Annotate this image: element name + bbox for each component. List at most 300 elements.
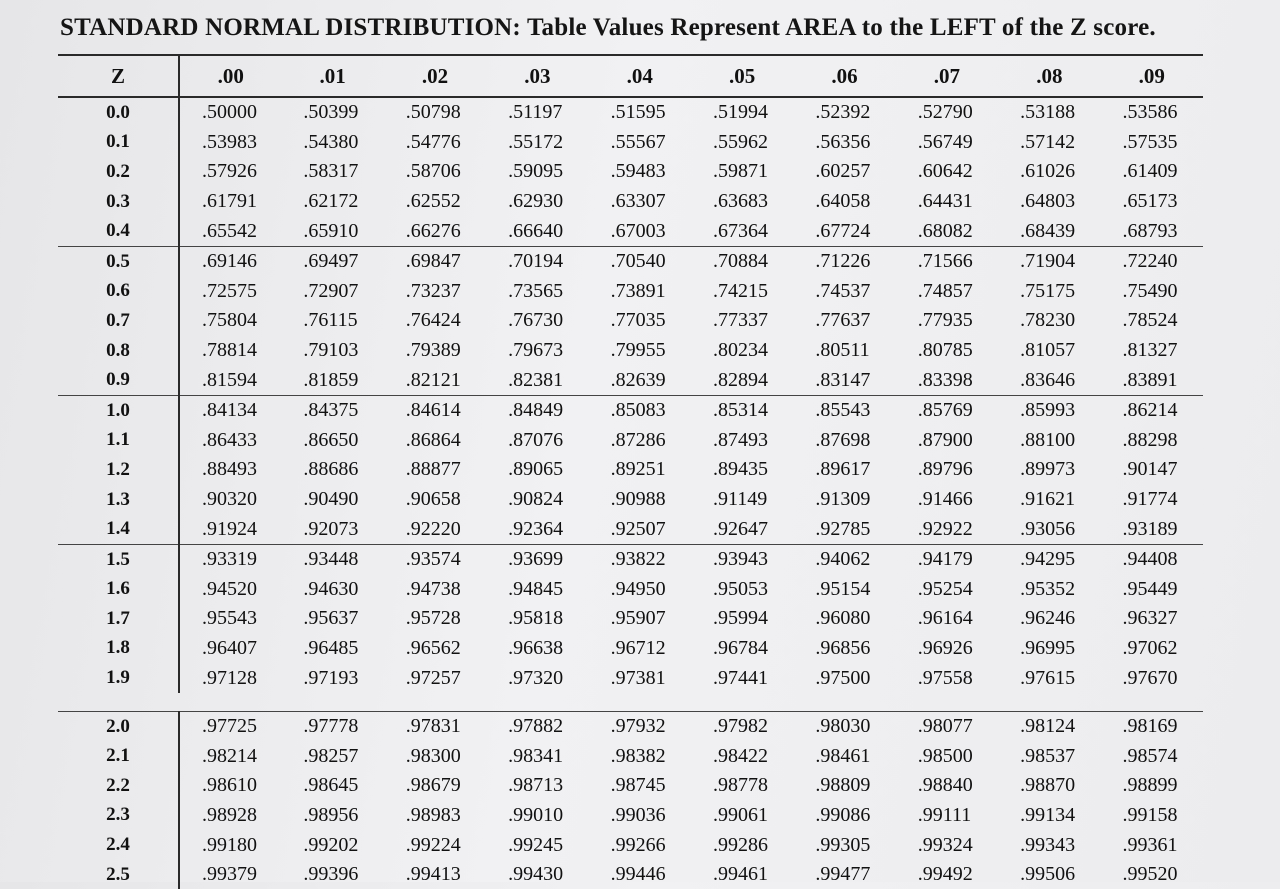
area-value-cell: .99446: [610, 863, 666, 886]
area-value-cell: .61026: [1020, 160, 1076, 183]
area-value-cell: .89973: [1020, 458, 1076, 481]
area-value-cell: .94062: [815, 548, 871, 571]
area-value-cell: .77035: [610, 309, 666, 332]
area-value-cell: .93699: [508, 548, 564, 571]
area-value-cell: .99134: [1020, 803, 1076, 826]
area-value-cell: .99158: [1122, 803, 1178, 826]
area-value-cell: .64058: [815, 190, 871, 213]
area-value-cell: .82121: [384, 365, 486, 395]
area-value-cell: .98422: [712, 744, 768, 767]
area-value-cell: .56749: [917, 130, 973, 153]
divider-cell: [486, 693, 588, 712]
area-value-cell: .92785: [793, 514, 895, 544]
area-value-cell: .98870: [1020, 774, 1076, 797]
area-value-cell: .54380: [303, 130, 359, 153]
area-value-cell: .72575: [202, 279, 257, 302]
area-value-cell: .98809: [815, 774, 871, 797]
area-value-cell: .78814: [202, 339, 257, 362]
area-value-cell: .73565: [508, 279, 564, 302]
area-value-cell: .97441: [712, 666, 768, 689]
area-value-cell: .98300: [405, 744, 461, 767]
area-value-cell: .98500: [917, 744, 973, 767]
area-value-cell: .89617: [815, 458, 871, 481]
divider-cell: [793, 693, 895, 712]
area-value-cell: .96246: [1020, 607, 1076, 630]
area-value-cell: .96856: [815, 636, 871, 659]
area-value-cell: .51994: [712, 101, 768, 124]
area-value-cell: .99430: [508, 863, 564, 886]
area-value-cell: .84614: [405, 399, 461, 422]
area-value-cell: .76424: [405, 309, 461, 332]
area-value-cell: .97193: [303, 666, 359, 689]
area-value-cell: .87698: [815, 428, 871, 451]
area-value-cell: .96926: [917, 636, 973, 659]
area-value-cell: .95818: [508, 607, 564, 630]
area-value-cell: .87286: [610, 428, 666, 451]
area-value-cell: .86650: [303, 428, 359, 451]
area-value-cell: .65910: [281, 216, 383, 246]
area-value-cell: .89065: [508, 458, 564, 481]
area-value-cell: .97882: [508, 715, 564, 738]
area-value-cell: .95637: [303, 607, 359, 630]
area-value-cell: .62930: [508, 190, 564, 213]
area-value-cell: .95449: [1122, 577, 1178, 600]
divider-cell: [179, 693, 281, 712]
area-value-cell: .98030: [815, 715, 871, 738]
area-value-cell: .95154: [815, 577, 871, 600]
area-value-cell: .96712: [610, 636, 666, 659]
area-value-cell: .71226: [815, 250, 871, 273]
table-row: [58, 365, 1203, 395]
z-value-cell: 1.4: [58, 514, 179, 544]
z-value-cell: 2.0: [58, 711, 179, 741]
area-value-cell: .99520: [1122, 863, 1178, 886]
z-value-cell: 1.9: [58, 663, 179, 693]
area-value-cell: .99061: [712, 803, 768, 826]
area-value-cell: .99266: [610, 833, 666, 856]
header-cell: .07: [896, 55, 998, 97]
table-row: [58, 336, 1203, 366]
area-value-cell: .99202: [303, 833, 359, 856]
area-value-cell: .53586: [1122, 101, 1178, 124]
area-value-cell: .58706: [405, 160, 461, 183]
area-value-cell: .55567: [610, 130, 666, 153]
area-value-cell: .66640: [486, 216, 588, 246]
area-value-cell: .83147: [793, 365, 895, 395]
area-value-cell: .68082: [896, 216, 998, 246]
table-row: [58, 426, 1203, 456]
area-value-cell: .80785: [917, 339, 973, 362]
area-value-cell: .92647: [691, 514, 793, 544]
z-value-cell: 1.6: [58, 575, 179, 605]
area-value-cell: .83646: [998, 365, 1100, 395]
table-row: [58, 634, 1203, 664]
area-value-cell: .64431: [917, 190, 973, 213]
section-divider: [58, 693, 1203, 712]
z-value-cell: 0.6: [58, 277, 179, 307]
z-value-cell: 1.1: [58, 426, 179, 456]
area-value-cell: .67364: [691, 216, 793, 246]
area-value-cell: .97831: [405, 715, 461, 738]
z-value-cell: 1.8: [58, 634, 179, 664]
area-value-cell: .86214: [1122, 399, 1178, 422]
table-row: [58, 741, 1203, 771]
area-value-cell: .96562: [405, 636, 461, 659]
area-value-cell: .61791: [202, 190, 257, 213]
area-value-cell: .92922: [896, 514, 998, 544]
z-value-cell: 2.1: [58, 741, 179, 771]
area-value-cell: .95352: [1020, 577, 1076, 600]
area-value-cell: .90658: [405, 488, 461, 511]
area-value-cell: .50399: [303, 101, 359, 124]
table-row: [58, 157, 1203, 187]
area-value-cell: .63683: [712, 190, 768, 213]
z-value-cell: 0.2: [58, 157, 179, 187]
area-value-cell: .98645: [303, 774, 359, 797]
area-value-cell: .85543: [815, 399, 871, 422]
table-row: [58, 575, 1203, 605]
area-value-cell: .96638: [508, 636, 564, 659]
area-value-cell: .55962: [712, 130, 768, 153]
area-value-cell: .97932: [610, 715, 666, 738]
z-value-cell: 1.0: [58, 395, 179, 425]
area-value-cell: .79673: [508, 339, 564, 362]
area-value-cell: .96995: [1020, 636, 1076, 659]
area-value-cell: .75175: [1020, 279, 1076, 302]
area-value-cell: .91466: [917, 488, 973, 511]
area-value-cell: .58317: [303, 160, 359, 183]
area-value-cell: .54776: [405, 130, 461, 153]
area-value-cell: .90490: [303, 488, 359, 511]
area-value-cell: .84849: [508, 399, 564, 422]
area-value-cell: .86864: [405, 428, 461, 451]
area-value-cell: .99413: [405, 863, 461, 886]
z-value-cell: 2.4: [58, 830, 179, 860]
area-value-cell: .69847: [405, 250, 461, 273]
area-value-cell: .76115: [303, 309, 358, 332]
area-value-cell: .79389: [405, 339, 461, 362]
z-value-cell: 0.5: [58, 246, 179, 276]
area-value-cell: .94408: [1122, 548, 1178, 571]
area-value-cell: .60642: [917, 160, 973, 183]
area-value-cell: .60257: [815, 160, 871, 183]
area-value-cell: .93943: [712, 548, 768, 571]
area-value-cell: .99324: [917, 833, 973, 856]
area-value-cell: .98169: [1122, 715, 1178, 738]
divider-cell: [281, 693, 383, 712]
area-value-cell: .97725: [202, 715, 257, 738]
area-value-cell: .72240: [1122, 250, 1178, 273]
table-row: [58, 187, 1203, 217]
area-value-cell: .88877: [405, 458, 461, 481]
area-value-cell: .99361: [1122, 833, 1178, 856]
area-value-cell: .95994: [712, 607, 768, 630]
area-value-cell: .84134: [202, 399, 257, 422]
divider-cell: [998, 693, 1100, 712]
area-value-cell: .97320: [508, 666, 564, 689]
area-value-cell: .75490: [1122, 279, 1178, 302]
table-row: [58, 860, 1203, 889]
area-value-cell: .74537: [815, 279, 871, 302]
table-row: [58, 246, 1203, 276]
area-value-cell: .57142: [1020, 130, 1076, 153]
area-value-cell: .98899: [1122, 774, 1178, 797]
header-cell-z: Z: [58, 55, 179, 97]
area-value-cell: .87076: [508, 428, 564, 451]
area-value-cell: .98713: [508, 774, 564, 797]
area-value-cell: .83891: [1101, 365, 1203, 395]
area-value-cell: .99086: [815, 803, 871, 826]
area-value-cell: .97500: [815, 666, 871, 689]
area-value-cell: .85993: [1020, 399, 1076, 422]
area-value-cell: .75804: [202, 309, 257, 332]
area-value-cell: .95728: [405, 607, 461, 630]
area-value-cell: .94630: [303, 577, 359, 600]
area-value-cell: .96080: [815, 607, 871, 630]
header-cell: .03: [486, 55, 588, 97]
area-value-cell: .92220: [384, 514, 486, 544]
area-value-cell: .99506: [1020, 863, 1076, 886]
table-row: [58, 395, 1203, 425]
area-value-cell: .94520: [202, 577, 257, 600]
table-row: [58, 277, 1203, 307]
area-value-cell: .93448: [303, 548, 359, 571]
area-value-cell: .62552: [405, 190, 461, 213]
area-value-cell: .73891: [610, 279, 666, 302]
area-value-cell: .59483: [610, 160, 666, 183]
area-value-cell: .92073: [281, 514, 383, 544]
area-value-cell: .79103: [303, 339, 359, 362]
area-value-cell: .96485: [303, 636, 359, 659]
area-value-cell: .92364: [486, 514, 588, 544]
area-value-cell: .84375: [303, 399, 359, 422]
area-value-cell: .95907: [610, 607, 666, 630]
area-value-cell: .66276: [384, 216, 486, 246]
divider-cell: [691, 693, 793, 712]
area-value-cell: .68439: [998, 216, 1100, 246]
area-value-cell: .82381: [486, 365, 588, 395]
z-value-cell: 0.9: [58, 365, 179, 395]
area-value-cell: .77637: [815, 309, 871, 332]
area-value-cell: .96327: [1122, 607, 1178, 630]
area-value-cell: .61409: [1122, 160, 1178, 183]
divider-cell: [1101, 693, 1203, 712]
area-value-cell: .52790: [917, 101, 973, 124]
area-value-cell: .78230: [1020, 309, 1076, 332]
area-value-cell: .98257: [303, 744, 359, 767]
area-value-cell: .85083: [610, 399, 666, 422]
area-value-cell: .51197: [508, 101, 563, 124]
area-value-cell: .99224: [405, 833, 461, 856]
area-value-cell: .53983: [202, 130, 257, 153]
header-cell: .09: [1101, 55, 1203, 97]
area-value-cell: .89435: [712, 458, 768, 481]
header-cell: .05: [691, 55, 793, 97]
area-value-cell: .55172: [508, 130, 564, 153]
area-value-cell: .80234: [712, 339, 768, 362]
area-value-cell: .85769: [917, 399, 973, 422]
table-row: [58, 128, 1203, 158]
area-value-cell: .99396: [303, 863, 359, 886]
area-value-cell: .86433: [202, 428, 257, 451]
table-row: [58, 455, 1203, 485]
z-value-cell: 0.3: [58, 187, 179, 217]
area-value-cell: .69497: [303, 250, 359, 273]
z-value-cell: 1.7: [58, 604, 179, 634]
area-value-cell: .87493: [712, 428, 768, 451]
z-table: [58, 54, 1203, 889]
area-value-cell: .73237: [405, 279, 461, 302]
area-value-cell: .81594: [179, 365, 281, 395]
area-value-cell: .90147: [1122, 458, 1178, 481]
area-value-cell: .63307: [610, 190, 666, 213]
z-value-cell: 0.1: [58, 128, 179, 158]
area-value-cell: .72907: [303, 279, 359, 302]
area-value-cell: .97615: [1020, 666, 1076, 689]
area-value-cell: .99036: [610, 803, 666, 826]
area-value-cell: .94738: [405, 577, 461, 600]
area-value-cell: .94295: [1020, 548, 1076, 571]
area-value-cell: .65542: [179, 216, 281, 246]
area-value-cell: .88100: [1020, 428, 1076, 451]
area-value-cell: .68793: [1101, 216, 1203, 246]
area-value-cell: .93189: [1101, 514, 1203, 544]
area-value-cell: .71904: [1020, 250, 1076, 273]
area-value-cell: .81057: [1020, 339, 1076, 362]
area-value-cell: .99343: [1020, 833, 1076, 856]
area-value-cell: .59871: [712, 160, 768, 183]
area-value-cell: .97778: [303, 715, 359, 738]
area-value-cell: .96164: [917, 607, 973, 630]
area-value-cell: .81859: [281, 365, 383, 395]
area-value-cell: .90320: [202, 488, 257, 511]
table-row: [58, 711, 1203, 741]
area-value-cell: .50798: [405, 101, 461, 124]
area-value-cell: .59095: [508, 160, 564, 183]
area-value-cell: .62172: [303, 190, 359, 213]
area-value-cell: .74857: [917, 279, 973, 302]
area-value-cell: .57535: [1122, 130, 1178, 153]
area-value-cell: .93822: [610, 548, 666, 571]
header-cell: .02: [384, 55, 486, 97]
area-value-cell: .98956: [303, 803, 359, 826]
header-cell: .00: [179, 55, 281, 97]
area-value-cell: .70194: [508, 250, 564, 273]
z-value-cell: 0.8: [58, 336, 179, 366]
divider-cell: [58, 693, 179, 712]
z-value-cell: 0.4: [58, 216, 179, 246]
area-value-cell: .93574: [405, 548, 461, 571]
area-value-cell: .67724: [793, 216, 895, 246]
z-value-cell: 1.2: [58, 455, 179, 485]
area-value-cell: .98983: [405, 803, 461, 826]
area-value-cell: .83398: [896, 365, 998, 395]
area-value-cell: .56356: [815, 130, 871, 153]
area-value-cell: .94950: [610, 577, 666, 600]
z-value-cell: 1.3: [58, 485, 179, 515]
area-value-cell: .88493: [202, 458, 257, 481]
area-value-cell: .93056: [998, 514, 1100, 544]
table-row: [58, 514, 1203, 544]
area-value-cell: .99492: [917, 863, 973, 886]
area-value-cell: .99010: [508, 803, 564, 826]
area-value-cell: .98382: [610, 744, 666, 767]
area-value-cell: .95543: [202, 607, 257, 630]
area-value-cell: .74215: [712, 279, 768, 302]
area-value-cell: .98537: [1020, 744, 1076, 767]
area-value-cell: .97062: [1122, 636, 1178, 659]
area-value-cell: .91924: [179, 514, 281, 544]
area-value-cell: .71566: [917, 250, 973, 273]
area-value-cell: .95053: [712, 577, 768, 600]
z-value-cell: 2.3: [58, 801, 179, 831]
area-value-cell: .97982: [712, 715, 768, 738]
area-value-cell: .98341: [508, 744, 564, 767]
area-value-cell: .91621: [1020, 488, 1076, 511]
area-value-cell: .81327: [1122, 339, 1178, 362]
header-row: [58, 55, 1203, 97]
area-value-cell: .98124: [1020, 715, 1076, 738]
table-row: [58, 604, 1203, 634]
header-cell: .01: [281, 55, 383, 97]
area-value-cell: .85314: [712, 399, 768, 422]
area-value-cell: .80511: [815, 339, 870, 362]
z-value-cell: 2.5: [58, 860, 179, 889]
area-value-cell: .78524: [1122, 309, 1178, 332]
area-value-cell: .87900: [917, 428, 973, 451]
area-value-cell: .79955: [610, 339, 666, 362]
area-value-cell: .65173: [1122, 190, 1178, 213]
area-value-cell: .99111: [917, 803, 972, 826]
area-value-cell: .52392: [815, 101, 871, 124]
area-value-cell: .64803: [1020, 190, 1076, 213]
area-value-cell: .69146: [202, 250, 257, 273]
area-value-cell: .94179: [917, 548, 973, 571]
header-cell: .06: [793, 55, 895, 97]
area-value-cell: .57926: [202, 160, 257, 183]
z-value-cell: 0.0: [58, 97, 179, 128]
area-value-cell: .96407: [202, 636, 257, 659]
area-value-cell: .97257: [405, 666, 461, 689]
area-value-cell: .98745: [610, 774, 666, 797]
table-row: [58, 771, 1203, 801]
area-value-cell: .88686: [303, 458, 359, 481]
area-value-cell: .92507: [589, 514, 691, 544]
table-row: [58, 544, 1203, 574]
area-value-cell: .97558: [917, 666, 973, 689]
area-value-cell: .90824: [508, 488, 564, 511]
area-value-cell: .91774: [1122, 488, 1178, 511]
table-row: [58, 216, 1203, 246]
area-value-cell: .98778: [712, 774, 768, 797]
area-value-cell: .82894: [691, 365, 793, 395]
header-cell: .04: [589, 55, 691, 97]
table-row: [58, 97, 1203, 128]
area-value-cell: .99477: [815, 863, 871, 886]
area-value-cell: .89251: [610, 458, 666, 481]
area-value-cell: .82639: [589, 365, 691, 395]
z-value-cell: 2.2: [58, 771, 179, 801]
area-value-cell: .99286: [712, 833, 768, 856]
area-value-cell: .91149: [712, 488, 768, 511]
area-value-cell: .98610: [202, 774, 257, 797]
area-value-cell: .70884: [712, 250, 768, 273]
area-value-cell: .97128: [202, 666, 257, 689]
table-title: STANDARD NORMAL DISTRIBUTION: Table Values Represent AREA to the LEFT of the Z score.: [60, 14, 1156, 41]
area-value-cell: .99180: [202, 833, 257, 856]
table-row: [58, 485, 1203, 515]
z-value-cell: 1.5: [58, 544, 179, 574]
